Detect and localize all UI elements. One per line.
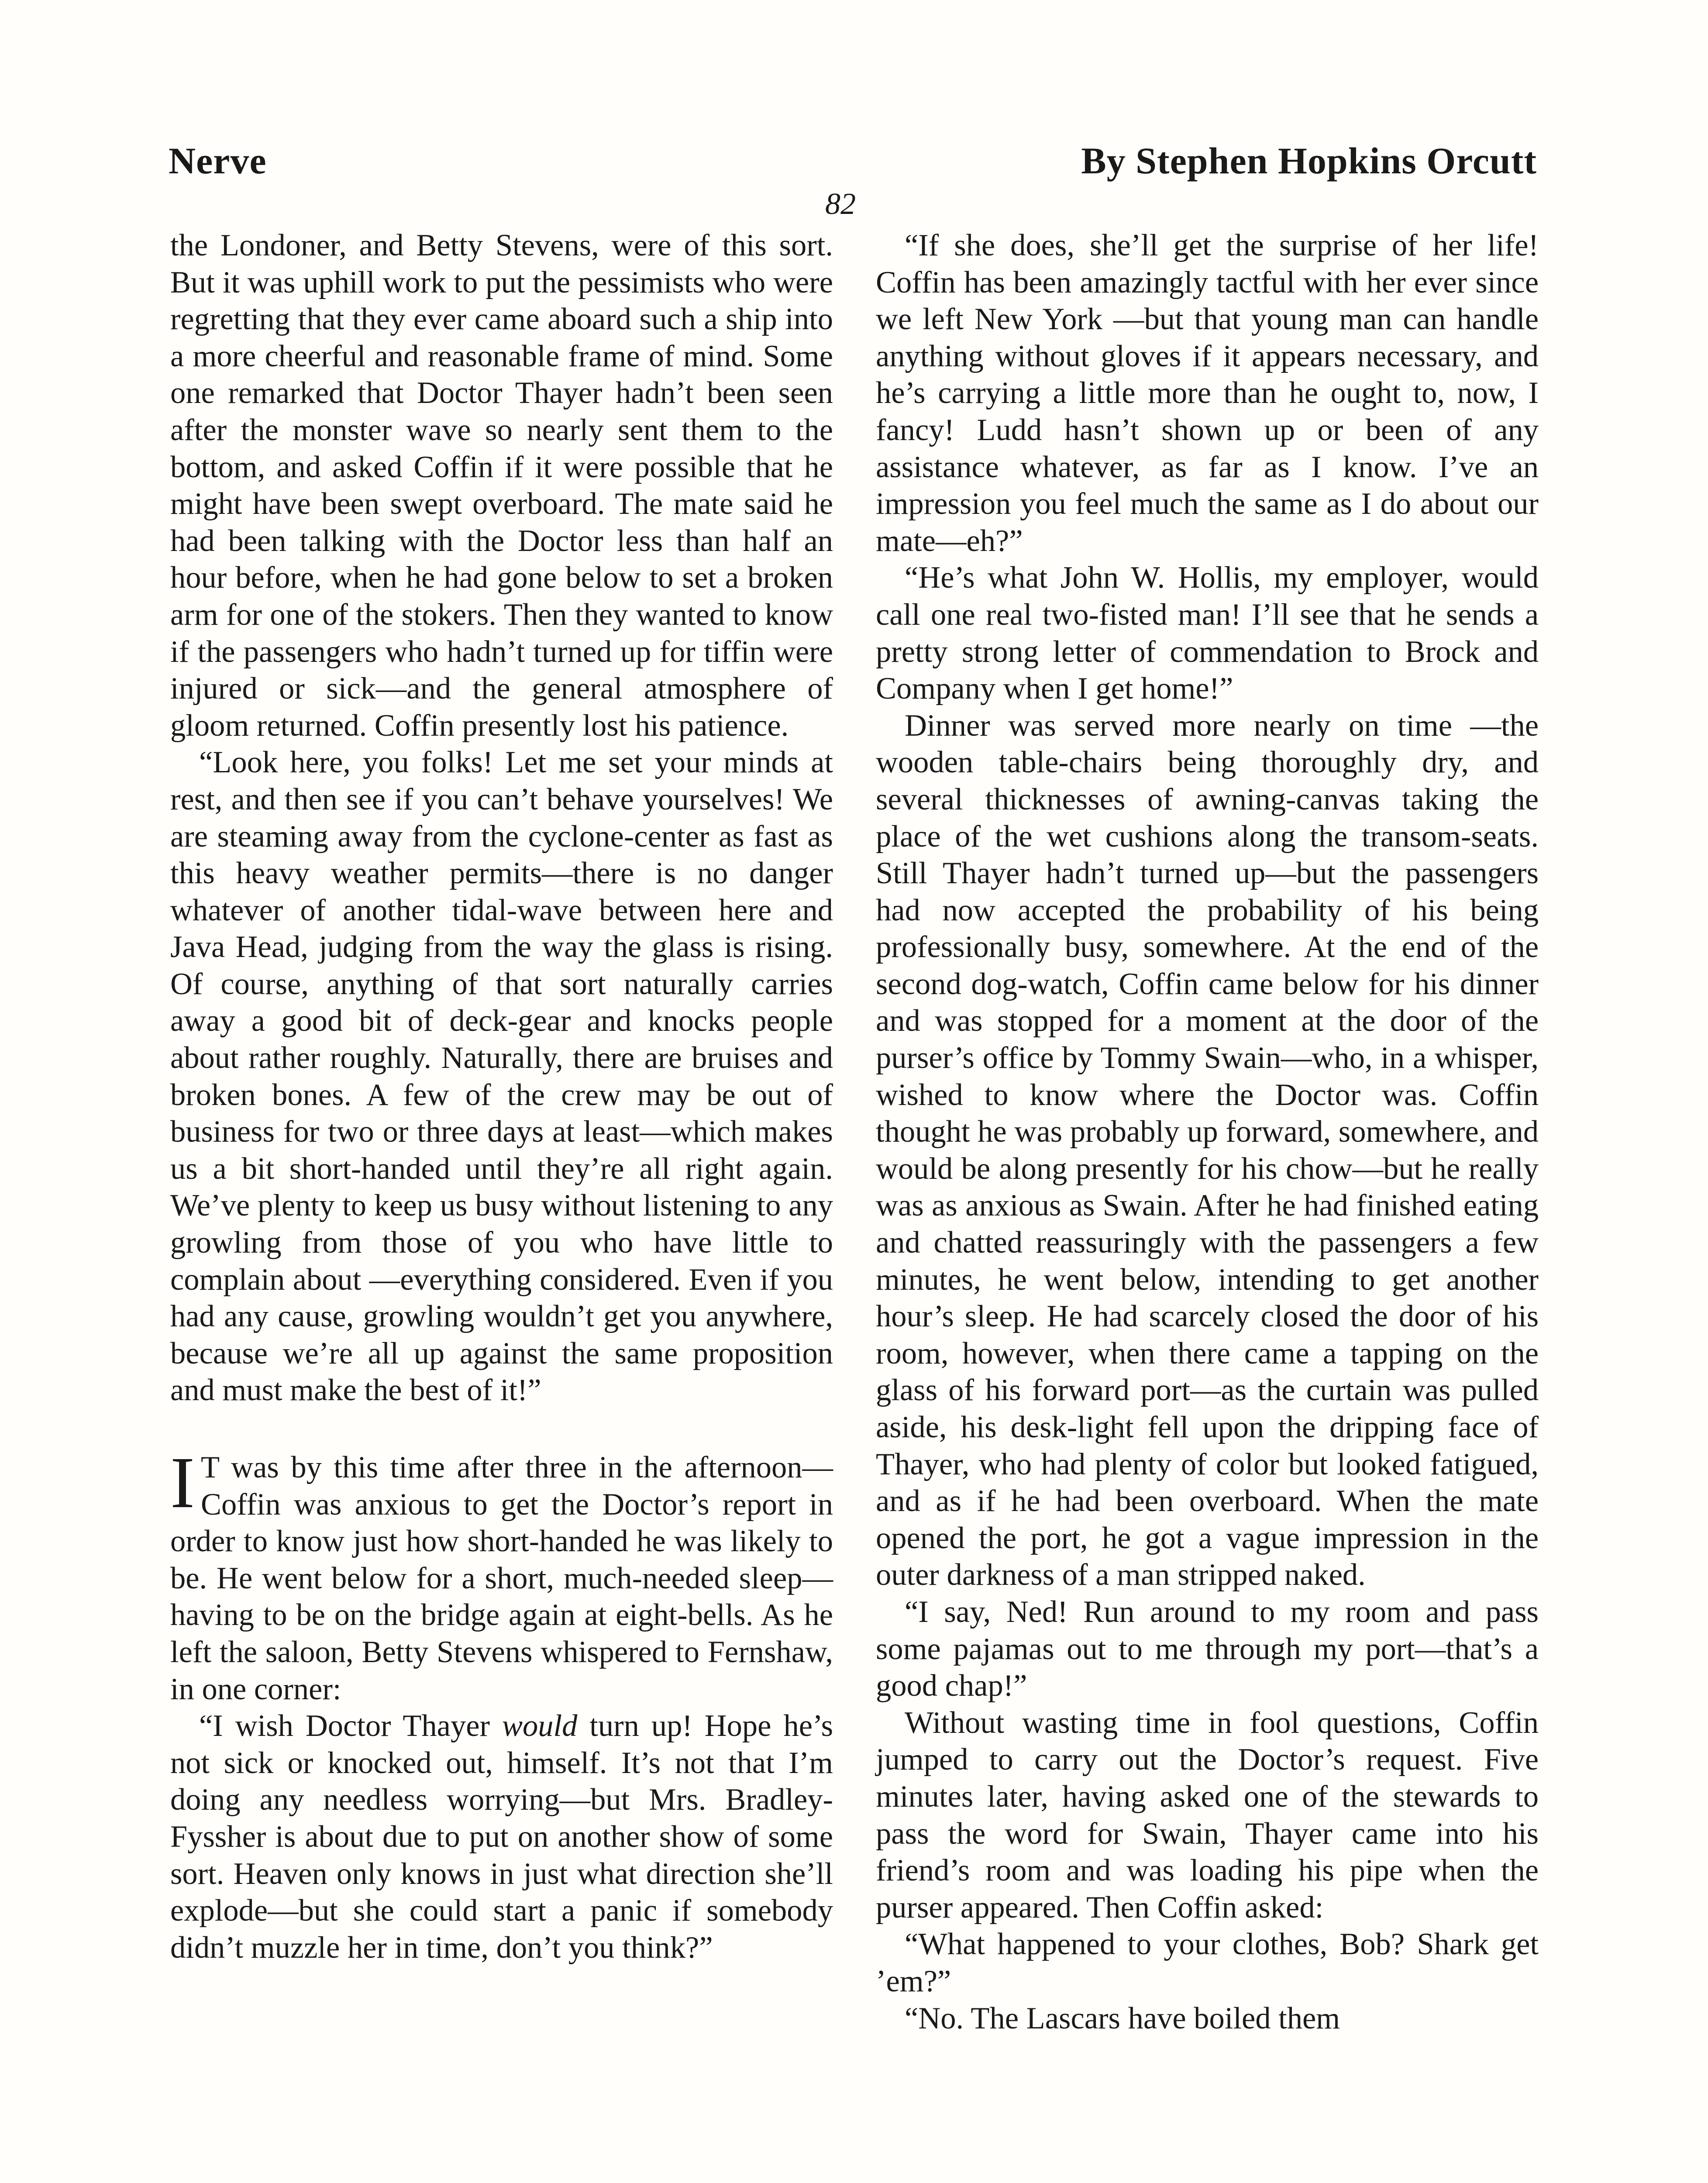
- page-number: 82: [825, 187, 856, 221]
- paragraph: “He’s what John W. Hollis, my employer, would call one real two-fisted man! I’ll see that he sends a pretty strong letter of commendation to Brock and Company when I get home!”: [876, 561, 1539, 706]
- paragraph-text: “I wish Doctor Thayer: [199, 1709, 502, 1743]
- paragraph: “What happened to your clothes, Bob? Shark get ’em?”: [876, 1927, 1539, 1998]
- paragraph-text: turn up! Hope he’s not sick or knocked out, himself. It’s not that I’m doing any needless worrying—but Mrs. Bradley-Fyssher is about due to put on another show of some sort. Heaven only knows in just what direction she’ll explode—but she could start a panic if somebody didn’t muzzle her in time, don’t you think?”: [170, 1709, 833, 1965]
- paragraph: the Londoner, and Betty Stevens, were of this sort. But it was uphill work to put the pessimists who were regretting that they ever came aboard such a ship into a more cheerful and reasonable frame of mind. Some one remarked that Doctor Thayer hadn’t been seen after the monster wave so nearly sent them to the bottom, and asked Coffin if it were possible that he might have been swept overboard. The mate said he had been talking with the Doctor less than half an hour before, when he had gone below to set a broken arm for one of the stokers. Then they wanted to know if the passengers who hadn’t turned up for tiffin were injured or sick—and the general atmosphere of gloom returned. Coffin presently lost his patience.: [170, 228, 833, 743]
- paragraph-text: T was by this time after three in the afternoon—Coffin was anxious to get the Doctor’s report in order to know just how short-handed he was likely to be. He went below for a short, much-needed sleep—having to be on the bridge again at eight-bells. As he left the saloon, Betty Stevens whispered to Fernshaw, in one corner:: [170, 1450, 833, 1706]
- drop-cap: I: [170, 1442, 195, 1523]
- paragraph: “If she does, she’ll get the surprise of her life! Coffin has been amazingly tactful with her ever since we left New York —but that young man can handle anything without gloves if it appears necessary, and he’s carrying a little more than he ought to, now, I fancy! Ludd hasn’t shown up or been of any assistance whatever, as far as I know. I’ve an impression you feel much the same as I do about our mate—eh?”: [876, 228, 1539, 558]
- paragraph: “Look here, you folks! Let me set your minds at rest, and then see if you can’t behave yourselves! We are steaming away from the cyclone-center as fast as this heavy weather permits—there is no danger whatever of another tidal-wave between here and Java Head, judging from the way the glass is rising. Of course, anything of that sort naturally carries away a good bit of deck-gear and knocks people about rather roughly. Naturally, there are bruises and broken bones. A few of the crew may be out of business for two or three days at least—which makes us a bit short-handed until they’re all right again. We’ve plenty to keep us busy without listening to any growling from those of you who have little to complain about —everything considered. Even if you had any cause, growling wouldn’t get you anywhere, because we’re all up against the same proposition and must make the best of it!”: [170, 745, 833, 1408]
- paragraph: “I say, Ned! Run around to my room and pass some pajamas out to me through my port—that’s a good chap!”: [876, 1594, 1539, 1703]
- paragraph: Dinner was served more nearly on time —the wooden table-chairs being thoroughly dry, and several thicknesses of awning-canvas taking the place of the wet cushions along the transom-seats. Still Thayer hadn’t turned up—but the passengers had now accepted the probability of his being professionally busy, somewhere. At the end of the second dog-watch, Coffin came below for his dinner and was stopped for a moment at the door of the purser’s office by Tommy Swain—who, in a whisper, wished to know where the Doctor was. Coffin thought he was probably up forward, somewhere, and would be along presently for his chow—but he really was as anxious as Swain. After he had finished eating and chatted reassuringly with the passengers a few minutes, he went below, intending to get another hour’s sleep. He had scarcely closed the door of his room, however, when there came a tapping on the glass of his forward port—as the curtain was pulled aside, his desk-light fell upon the dripping face of Thayer, who had plenty of color but looked fatigued, and as if he had been overboard. When the mate opened the port, he got a vague impression in the outer darkness of a man stripped naked.: [876, 708, 1539, 1592]
- right-column: [876, 227, 1539, 2037]
- paragraph: [170, 1708, 833, 1966]
- section-opening-paragraph: [170, 1442, 833, 1708]
- byline: By Stephen Hopkins Orcutt: [1081, 140, 1537, 182]
- italic-word: would: [502, 1709, 578, 1743]
- story-title: Nerve: [169, 140, 267, 182]
- paragraph: Without wasting time in fool questions, Coffin jumped to carry out the Doctor’s request. Five minutes later, having asked one of the stewards to pass the word for Swain, Thayer came into his friend’s room and was loading his pipe when the purser appeared. Then Coffin asked:: [876, 1705, 1539, 1925]
- paragraph: “No. The Lascars have boiled them: [905, 2001, 1340, 2035]
- left-column: [170, 227, 833, 1966]
